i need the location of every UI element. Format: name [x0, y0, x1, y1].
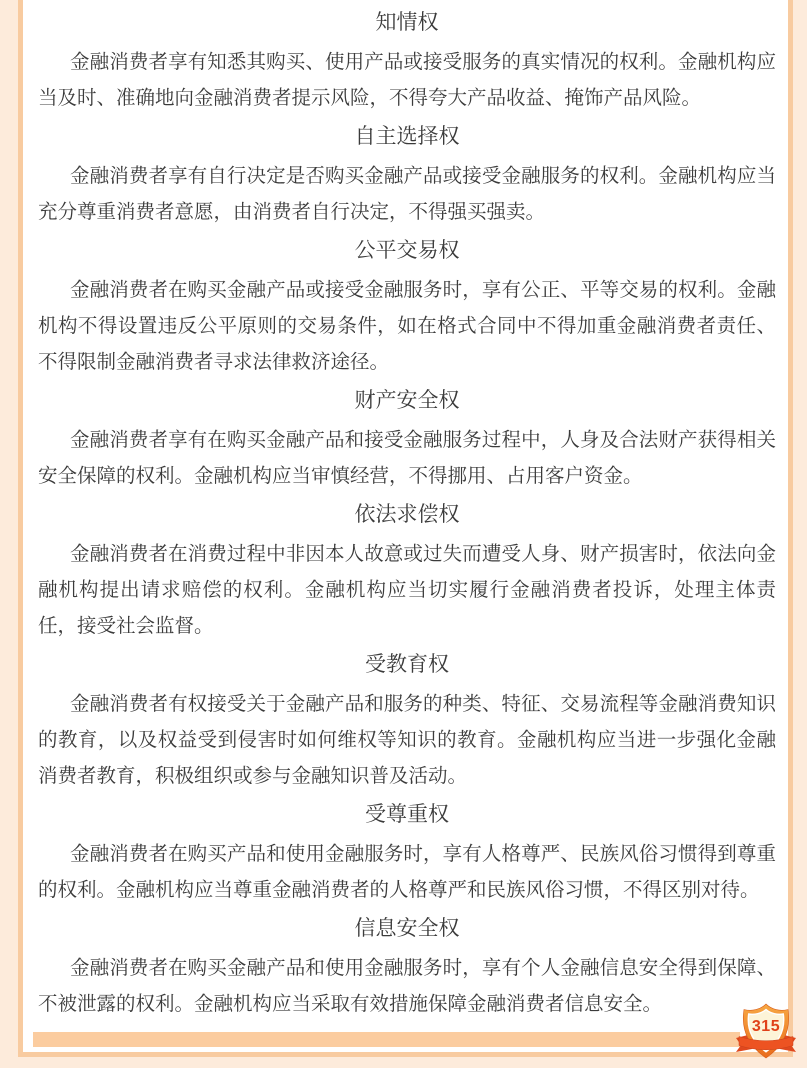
section	[38, 119, 776, 230]
section-title: 公平交易权	[354, 239, 460, 262]
section	[38, 5, 776, 116]
section-title: 财产安全权	[354, 389, 460, 412]
section-body: 金融消费者享有知悉其购买、使用产品或接受服务的真实情况的权利。金融机构应当及时、准确地向金融消费者提示风险，不得夸大产品收益、掩饰产品风险。	[38, 51, 776, 109]
section-title: 受教育权	[365, 653, 449, 676]
badge-315	[735, 1003, 797, 1061]
section-title: 信息安全权	[354, 917, 460, 940]
badge-label: 315	[751, 1018, 781, 1035]
section	[38, 497, 776, 644]
section-title: 知情权	[375, 11, 439, 34]
section	[38, 797, 776, 908]
section-body: 金融消费者在购买金融产品或接受金融服务时，享有公正、平等交易的权利。金融机构不得设置违反公平原则的交易条件，如在格式合同中不得加重金融消费者责任、不得限制金融消费者寻求法律救济途径。	[38, 279, 776, 373]
section	[38, 911, 776, 1022]
document-content	[38, 2, 776, 1022]
section-body: 金融消费者在消费过程中非因本人故意或过失而遭受人身、财产损害时，依法向金融机构提出请求赔偿的权利。金融机构应当切实履行金融消费者投诉，处理主体责任，接受社会监督。	[38, 543, 776, 637]
section	[38, 233, 776, 380]
section	[38, 647, 776, 794]
section-body: 金融消费者在购买产品和使用金融服务时，享有人格尊严、民族风俗习惯得到尊重的权利。金融机构应当尊重金融消费者的人格尊严和民族风俗习惯，不得区别对待。	[38, 843, 776, 901]
section-title: 依法求偿权	[354, 503, 460, 526]
section-body: 金融消费者在购买金融产品和使用金融服务时，享有个人金融信息安全得到保障、不被泄露的权利。金融机构应当采取有效措施保障金融消费者信息安全。	[38, 957, 776, 1015]
section-title: 自主选择权	[354, 125, 460, 148]
footer-divider-bar	[33, 1032, 740, 1047]
section-title: 受尊重权	[365, 803, 449, 826]
document-page-card	[18, 0, 793, 1057]
section-body: 金融消费者有权接受关于金融产品和服务的种类、特征、交易流程等金融消费知识的教育，以及权益受到侵害时如何维权等知识的教育。金融机构应当进一步强化金融消费者教育，积极组织或参与金融知识普及活动。	[38, 693, 776, 787]
section-body: 金融消费者享有自行决定是否购买金融产品或接受金融服务的权利。金融机构应当充分尊重消费者意愿，由消费者自行决定，不得强买强卖。	[38, 165, 776, 223]
section	[38, 383, 776, 494]
section-body: 金融消费者享有在购买金融产品和接受金融服务过程中，人身及合法财产获得相关安全保障的权利。金融机构应当审慎经营，不得挪用、占用客户资金。	[38, 429, 776, 487]
